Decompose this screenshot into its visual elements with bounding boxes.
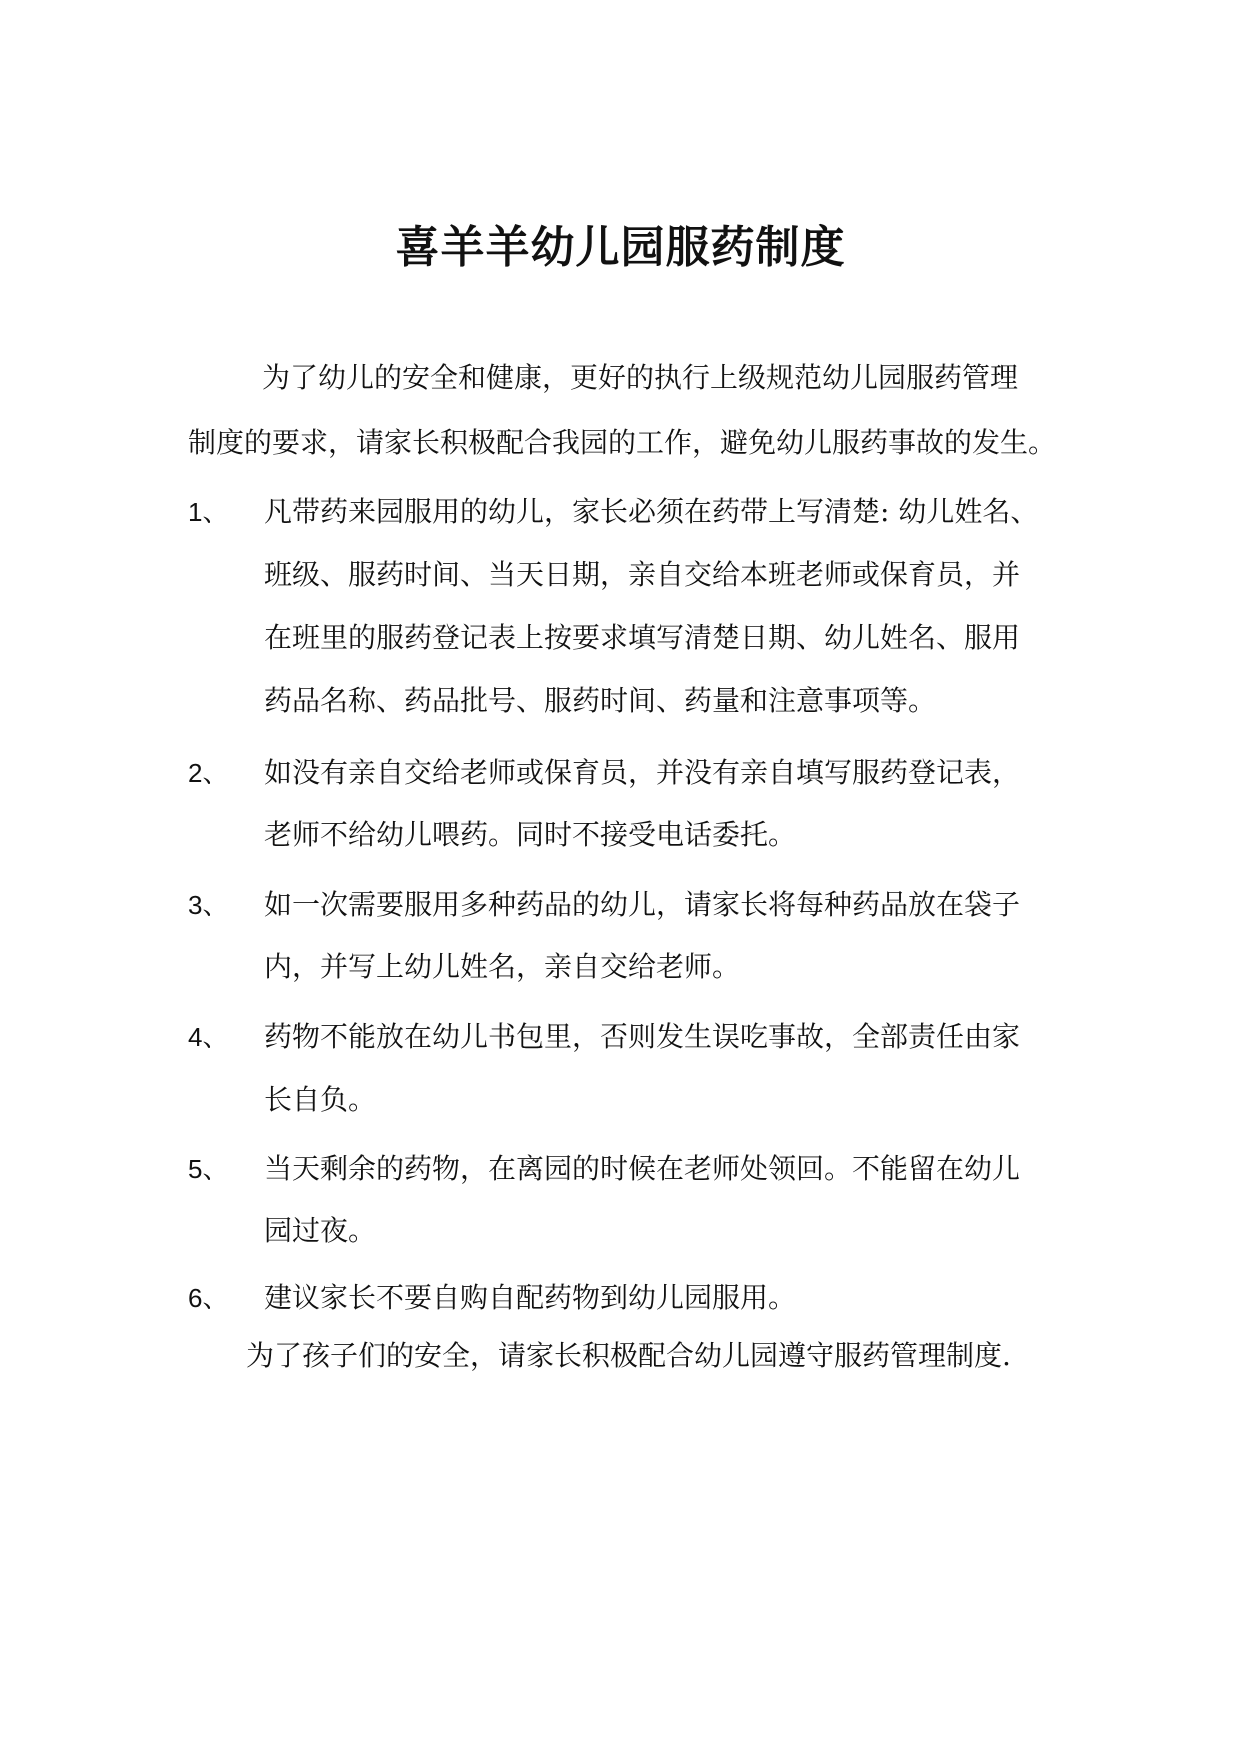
item-1-line-1: 凡带药来园服用的幼儿，家长必须在药带上写清楚: 幼儿姓名、 [264, 495, 1039, 528]
intro-line-2: 制度的要求，请家长积极配合我园的工作，避免幼儿服药事故的发生。 [188, 426, 1057, 459]
item-number-2: 2、 [188, 758, 229, 788]
document-title: 喜羊羊幼儿园服药制度 [395, 222, 846, 273]
item-3-line-1: 如一次需要服用多种药品的幼儿，请家长将每种药品放在袋子 [264, 888, 1021, 921]
item-number-5: 5、 [188, 1154, 229, 1184]
item-4-line-2: 长自负。 [264, 1083, 377, 1116]
item-1-line-4: 药品名称、药品批号、服药时间、药量和注意事项等。 [264, 684, 937, 717]
item-2-line-2: 老师不给幼儿喂药。同时不接受电话委托。 [264, 818, 797, 851]
item-5-line-1: 当天剩余的药物，在离园的时候在老师处领回。不能留在幼儿 [264, 1152, 1021, 1185]
closing-statement: 为了孩子们的安全，请家长积极配合幼儿园遵守服药管理制度. [246, 1339, 1011, 1372]
item-3-line-2: 内，并写上幼儿姓名，亲自交给老师。 [264, 950, 741, 983]
item-number-1: 1、 [188, 497, 229, 527]
item-6-line-1: 建议家长不要自购自配药物到幼儿园服用。 [264, 1281, 797, 1314]
item-4-line-1: 药物不能放在幼儿书包里，否则发生误吃事故，全部责任由家 [264, 1020, 1021, 1053]
item-1-line-3: 在班里的服药登记表上按要求填写清楚日期、幼儿姓名、服用 [264, 621, 1021, 654]
item-5-line-2: 园过夜。 [264, 1214, 377, 1247]
item-number-3: 3、 [188, 890, 229, 920]
item-2-line-1: 如没有亲自交给老师或保育员，并没有亲自填写服药登记表， [264, 756, 1021, 789]
item-number-4: 4、 [188, 1022, 229, 1052]
item-number-6: 6、 [188, 1283, 229, 1313]
item-1-line-2: 班级、服药时间、当天日期，亲自交给本班老师或保育员，并 [264, 558, 1021, 591]
intro-line-1: 为了幼儿的安全和健康，更好的执行上级规范幼儿园服药管理 [262, 361, 1019, 394]
